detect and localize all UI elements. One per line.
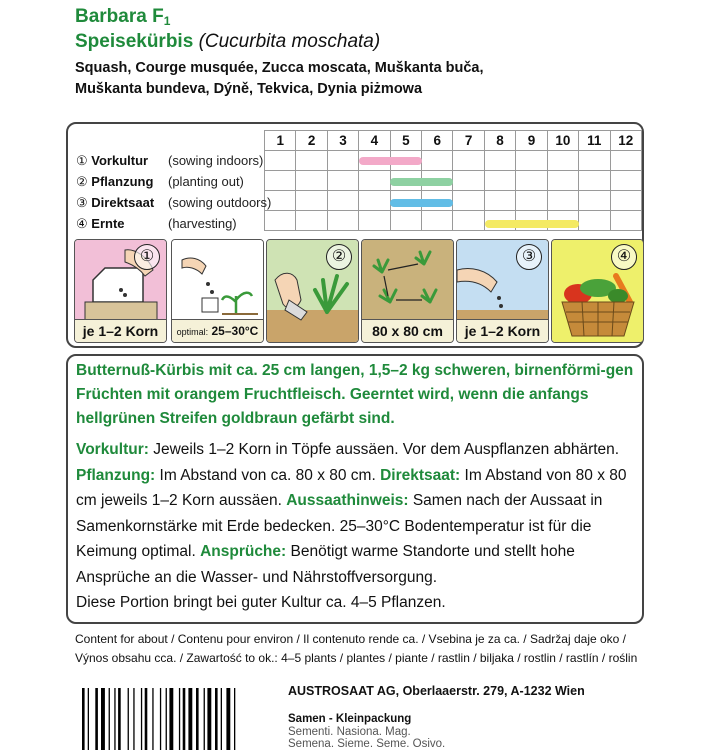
- grid-cell: [484, 171, 515, 191]
- grid-cell: [265, 171, 296, 191]
- grid-cell: [422, 211, 453, 231]
- grid-cell: [296, 211, 327, 231]
- grid-cell: [610, 151, 641, 171]
- grid-cell: [547, 191, 578, 211]
- latin-name: (Cucurbita moschata): [198, 31, 381, 52]
- barcode: [80, 688, 276, 750]
- content-info: Content for about / Contenu pour environ / Il contenuto rende ca. / Vsebina je za ca. / Sadržaj daje oko / Výnos obsahu cca. / Zawartość to ok.: 4–5 plants / plantes / piante / rastlin / biljaka / rostlin / rastlín / roślin: [75, 632, 638, 665]
- month-header: 10: [547, 131, 578, 151]
- month-header: 6: [422, 131, 453, 151]
- barcode-bar: [141, 688, 142, 750]
- grid-cell: [327, 151, 358, 171]
- grid-cell: [516, 171, 547, 191]
- month-header: 2: [296, 131, 327, 151]
- tile-sowing-indoors: [74, 239, 167, 343]
- barcode-bar: [160, 688, 161, 750]
- tile-harvest: [551, 239, 644, 343]
- grid-cell: [296, 171, 327, 191]
- step-badge: ④: [611, 244, 637, 270]
- grid-cell: [390, 211, 421, 231]
- species-name: Speisekürbis: [75, 31, 194, 52]
- barcode-bar: [169, 688, 173, 750]
- tile-caption: je 1–2 Korn: [457, 319, 548, 342]
- grid-cell: [484, 151, 515, 171]
- step-badge: ③: [516, 244, 542, 270]
- barcode-bar: [109, 688, 110, 750]
- grid-cell: [453, 211, 484, 231]
- month-header: 12: [610, 131, 641, 151]
- tile-caption: optimal: 25–30°C: [172, 319, 263, 342]
- barcode-bar: [215, 688, 218, 750]
- sowing-calendar: [66, 122, 644, 348]
- period-bar: [485, 220, 580, 228]
- barcode-bar: [226, 688, 230, 750]
- period-bar: [390, 178, 453, 186]
- barcode-bar: [145, 688, 148, 750]
- calendar-row-label: ① Vorkultur (sowing indoors): [76, 153, 264, 168]
- grid-cell: [610, 211, 641, 231]
- grid-cell: [547, 151, 578, 171]
- step-badge: ②: [326, 244, 352, 270]
- month-header: 11: [579, 131, 610, 151]
- barcode-bar: [95, 688, 98, 750]
- grid-cell: [265, 211, 296, 231]
- species-title: [75, 31, 380, 53]
- tile-caption: je 1–2 Korn: [75, 319, 166, 342]
- month-header: 3: [327, 131, 358, 151]
- grid-cell: [359, 211, 390, 231]
- grid-cell: [579, 171, 610, 191]
- tile-caption: 80 x 80 cm: [362, 319, 453, 342]
- month-header: 7: [453, 131, 484, 151]
- barcode-bar: [152, 688, 153, 750]
- month-header: 8: [484, 131, 515, 151]
- tile-spacing: [361, 239, 454, 343]
- barcode-bar: [118, 688, 121, 750]
- grid-cell: [359, 191, 390, 211]
- tile-planting-out: [266, 239, 359, 343]
- barcode-bar: [166, 688, 167, 750]
- calendar-row-label: ④ Ernte (harvesting): [76, 216, 237, 231]
- variety-description: Butternuß-Kürbis mit ca. 25 cm langen, 1,5–2 kg schweren, birnenförmi-gen Früchten mit orangem Fruchtfleisch. Geerntet wird, wenn die anfangs hellgrünen Streifen goldbraun gefärbt sind.: [76, 362, 634, 427]
- grid-cell: [422, 151, 453, 171]
- grid-cell: [327, 191, 358, 211]
- common-names-line-2: Muškanta bundeva, Dýně, Tekvica, Dynia piżmowa: [75, 81, 423, 97]
- barcode-bar: [101, 688, 105, 750]
- tile-optimal-temp: [171, 239, 264, 343]
- barcode-bar: [188, 688, 192, 750]
- grid-cell: [484, 191, 515, 211]
- grid-cell: [579, 191, 610, 211]
- grid-cell: [327, 211, 358, 231]
- tile-sowing-outdoors: [456, 239, 549, 343]
- barcode-bar: [234, 688, 235, 750]
- grid-cell: [610, 191, 641, 211]
- grid-cell: [453, 191, 484, 211]
- barcode-bar: [207, 688, 211, 750]
- month-header: 9: [516, 131, 547, 151]
- grid-cell: [453, 171, 484, 191]
- period-bar: [359, 157, 422, 165]
- portion-info: Diese Portion bringt bei guter Kultur ca. 4–5 Pflanzen.: [76, 594, 446, 611]
- barcode-bar: [183, 688, 186, 750]
- grid-cell: [359, 171, 390, 191]
- month-header: 5: [390, 131, 421, 151]
- common-names-line-1: Squash, Courge musquée, Zucca moscata, Muškanta buča,: [75, 60, 484, 76]
- grid-cell: [516, 151, 547, 171]
- barcode-bar: [128, 688, 129, 750]
- package-type: Samen - Kleinpackung: [288, 713, 412, 725]
- barcode-bar: [179, 688, 180, 750]
- barcode-bar: [82, 688, 85, 750]
- variety-title: Barbara $F_1$: [75, 6, 171, 28]
- month-grid: [264, 130, 642, 231]
- barcode-bar: [133, 688, 134, 750]
- grid-cell: [579, 211, 610, 231]
- grid-cell: [453, 151, 484, 171]
- barcode-bar: [221, 688, 222, 750]
- description-box: [66, 354, 644, 624]
- barcode-bar: [114, 688, 115, 750]
- barcode-bar: [204, 688, 205, 750]
- grid-cell: [296, 151, 327, 171]
- calendar-row-label: ③ Direktsaat (sowing outdoors): [76, 195, 272, 210]
- step-badge: ①: [134, 244, 160, 270]
- company-address: AUSTROSAAT AG, Oberlaaerstr. 279, A-1232 Wien: [288, 684, 585, 698]
- package-type-translations: Sementi. Nasiona. Mag. Semena. Sieme. Seme. Osivo.: [288, 726, 446, 750]
- month-header: 4: [359, 131, 390, 151]
- grid-cell: [579, 151, 610, 171]
- cultivation-instructions: Vorkultur: Jeweils 1–2 Korn in Töpfe aussäen. Vor dem Auspflanzen abhärten. Pflanzung: Im Abstand von ca. 80 x 80 cm. Direktsaat: Im Abstand von 80 x 80 cm jeweils 1–2 Korn aussäen. Aussaathinweis: Samen nach der Aussaat in Samenkornstärke mit Erde bedecken. 25–30°C Bodentemperatur ist für die Keimung optimal. Ansprüche: Benötigt warme Standorte und stellt hohe Ansprüche an die Wasser- und Nährstoffversorgung. Diese Portion bringt bei guter Kultur ca. 4–5 Pflanzen.: [76, 441, 627, 611]
- grid-cell: [296, 191, 327, 211]
- barcode-bar: [196, 688, 199, 750]
- month-header: 1: [265, 131, 296, 151]
- grid-cell: [547, 171, 578, 191]
- barcode-bar: [88, 688, 89, 750]
- grid-cell: [265, 151, 296, 171]
- grid-cell: [327, 171, 358, 191]
- grid-cell: [516, 191, 547, 211]
- grid-cell: [610, 171, 641, 191]
- calendar-row-label: ② Pflanzung (planting out): [76, 174, 244, 189]
- period-bar: [390, 199, 453, 207]
